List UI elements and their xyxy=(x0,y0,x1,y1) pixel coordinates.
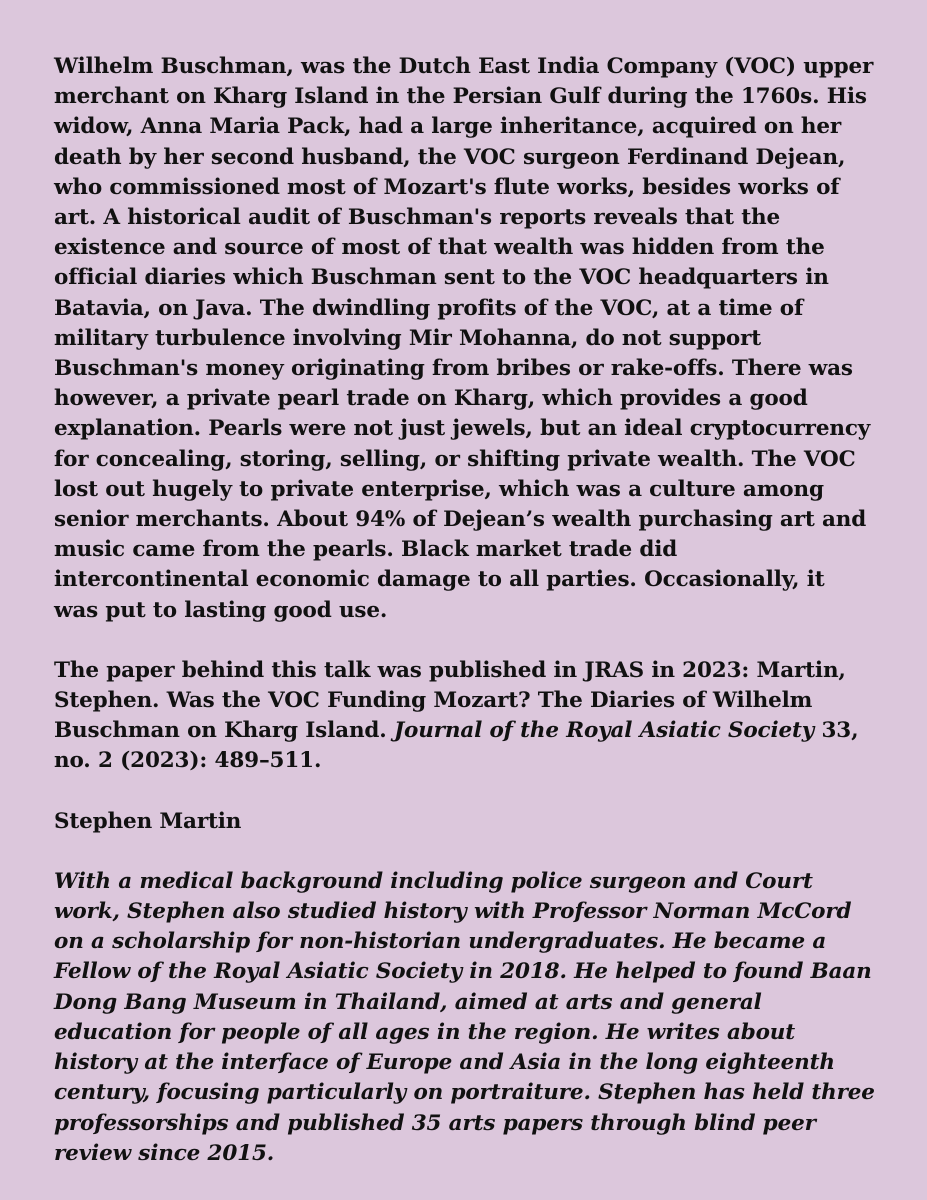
journal-title: Journal of the Royal Asiatic Society xyxy=(393,718,815,744)
citation-paragraph xyxy=(54,656,875,777)
author-bio: With a medical background including police surgeon and Court work, Stephen also studied history with Professor Norman McCord on a scholarship for non-historian undergraduates. He became a Fellow of the Royal Asiatic Society in 2018. He helped to found Baan Dong Bang Museum in Thailand, aimed at arts and general education for people of all ages in the region. He writes about history at the interface of Europe and Asia in the long eighteenth century, focusing particularly on portraiture. Stephen has held three professorships and published 35 arts papers through blind peer review since 2015. xyxy=(54,868,875,1166)
citation-intro: The paper behind this talk was published in JRAS in 2023: xyxy=(54,657,750,683)
abstract-paragraph: Wilhelm Buschman, was the Dutch East India Company (VOC) upper merchant on Kharg Island in the Persian Gulf during the 1760s. His widow, Anna Maria Pack, had a large inheritance, acquired on her death by her second husband, the VOC surgeon Ferdinand Dejean, who commissioned most of Mozart's flute works, besides works of art. A historical audit of Buschman's reports reveals that the existence and source of most of that wealth was hidden from the official diaries which Buschman sent to the VOC headquarters in Batavia, on Java. The dwindling profits of the VOC, at a time of military turbulence involving Mir Mohanna, do not support Buschman's money originating from bribes or rake-offs. There was however, a private pearl trade on Kharg, which provides a good explanation. Pearls were not just jewels, but an ideal cryptocurrency for concealing, storing, selling, or shifting private wealth. The VOC lost out hugely to private enterprise, which was a culture among senior merchants. About 94% of Dejean’s wealth purchasing art and music came from the pearls. Black market trade did intercontinental economic damage to all parties. Occasionally, it was put to lasting good use. xyxy=(54,54,874,623)
citation-reference: Martin, Stephen. Was the VOC Funding Mozart? The Diaries of Wilhelm Buschman on Kharg Island. xyxy=(54,657,846,744)
author-name: Stephen Martin xyxy=(54,808,242,834)
citation-details: 33, no. 2 (2023): 489–511. xyxy=(54,718,859,774)
